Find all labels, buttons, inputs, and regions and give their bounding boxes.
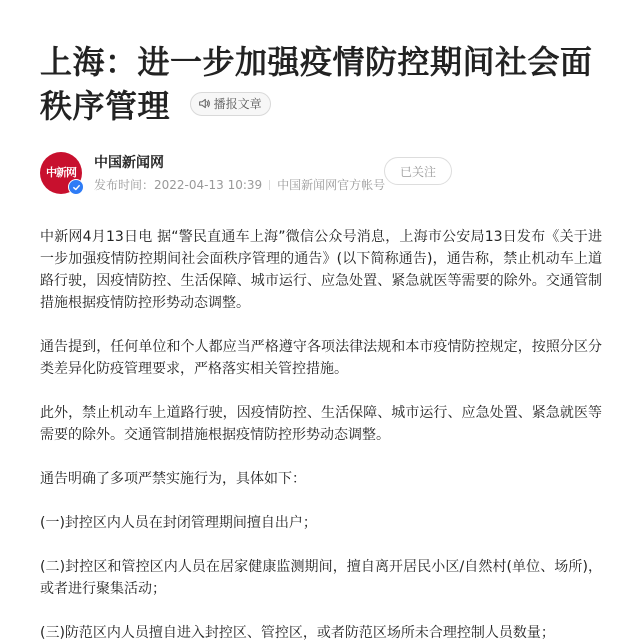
- author-bar: [40, 150, 602, 196]
- listen-article-label: 播报文章: [213, 96, 262, 111]
- speaker-icon: [198, 97, 211, 110]
- publish-time-prefix: 发布时间：: [94, 178, 155, 192]
- article-title-text: 上海：进一步加强疫情防控期间社会面秩序管理: [40, 43, 593, 125]
- publish-time: 2022-04-13 10:39: [154, 178, 263, 192]
- article-paragraph: 通告明确了多项严禁实施行为，具体如下：: [40, 471, 306, 487]
- publish-meta: [94, 177, 602, 193]
- article-title: [40, 0, 602, 128]
- article-paragraph: (二)封控区和管控区内人员在居家健康监测期间，擅自离开居民小区/自然村(单位、场所)，或者进行聚集活动；: [40, 559, 602, 597]
- article-paragraph: 通告提到，任何单位和个人都应当严格遵守各项法律法规和本市疫情防控规定，按照分区分类差异化防疫管理要求，严格落实相关管控措施。: [40, 339, 602, 377]
- article-paragraph: 中新网4月13日电 据“警民直通车上海”微信公众号消息，上海市公安局13日发布《关于进一步加强疫情防控期间社会面秩序管理的通告》(以下简称通告)，通告称，禁止机动车上道路行驶，因疫情防控、生活保障、城市运行、应急处置、紧急就医等需要的除外。交通管制措施根据疫情防控形势动态调整。: [40, 229, 602, 311]
- author-name[interactable]: 中国新闻网: [94, 155, 164, 171]
- article-paragraph: (一)封控区内人员在封闭管理期间擅自出户；: [40, 515, 317, 531]
- avatar-logo: 中新网: [46, 166, 76, 179]
- verified-check-icon: [68, 179, 84, 195]
- article-paragraph: (三)防范区内人员擅自进入封控区、管控区，或者防范区场所未合理控制人员数量；: [40, 625, 555, 641]
- author-avatar[interactable]: [40, 152, 82, 194]
- author-info: [94, 153, 602, 193]
- official-account-label: 中国新闻网官方帐号: [277, 178, 386, 192]
- listen-article-button[interactable]: [190, 92, 271, 116]
- article-paragraph: 此外，禁止机动车上道路行驶，因疫情防控、生活保障、城市运行、应急处置、紧急就医等需要的除外。交通管制措施根据疫情防控形势动态调整。: [40, 405, 602, 443]
- article-body: [40, 226, 602, 644]
- follow-button[interactable]: 已关注: [384, 157, 452, 185]
- meta-divider: [269, 180, 270, 190]
